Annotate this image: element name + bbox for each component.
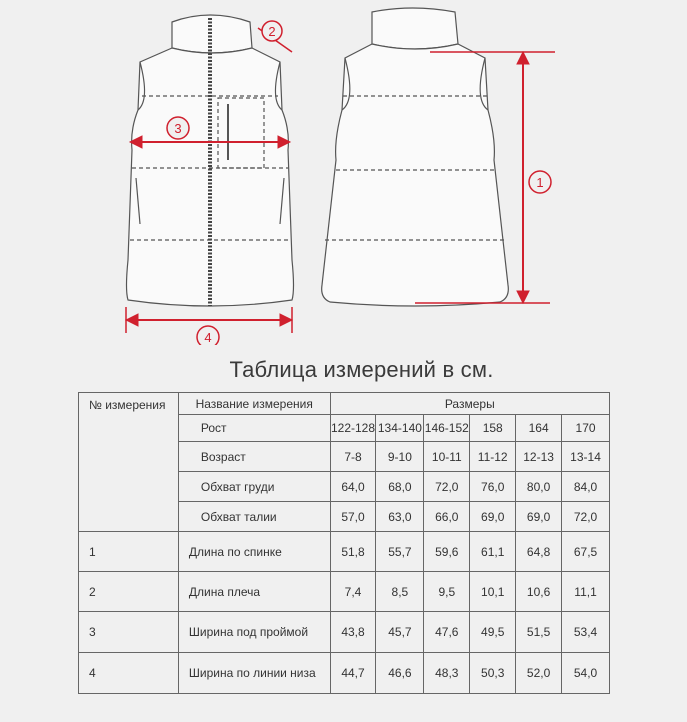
size-value-cell: 11-12 bbox=[470, 442, 516, 472]
size-value-cell: 46,6 bbox=[376, 653, 424, 694]
size-value-cell: 158 bbox=[470, 415, 516, 442]
size-value-cell: 61,1 bbox=[470, 532, 516, 572]
size-value-cell: 8,5 bbox=[376, 572, 424, 612]
table-row bbox=[79, 532, 610, 572]
size-value-cell: 84,0 bbox=[562, 472, 610, 502]
size-value-cell: 164 bbox=[516, 415, 562, 442]
row-label: Обхват талии bbox=[178, 502, 330, 532]
measure-name: Ширина под проймой bbox=[178, 612, 330, 653]
size-value-cell: 47,6 bbox=[424, 612, 470, 653]
measure-name: Длина плеча bbox=[178, 572, 330, 612]
header-sizes: Размеры bbox=[330, 393, 609, 415]
page-title: Таблица измерений в см. bbox=[229, 357, 494, 382]
size-value-cell: 52,0 bbox=[516, 653, 562, 694]
size-value-cell: 44,7 bbox=[330, 653, 376, 694]
size-value-cell: 134-140 bbox=[376, 415, 424, 442]
row-label: Рост bbox=[178, 415, 330, 442]
size-value-cell: 10-11 bbox=[424, 442, 470, 472]
size-value-cell: 170 bbox=[562, 415, 610, 442]
row-label: Возраст bbox=[178, 442, 330, 472]
size-value-cell: 12-13 bbox=[516, 442, 562, 472]
header-measure-number: № измерения bbox=[79, 393, 179, 532]
size-value-cell: 50,3 bbox=[470, 653, 516, 694]
header-measure-name: Название измерения bbox=[178, 393, 330, 415]
size-value-cell: 10,1 bbox=[470, 572, 516, 612]
size-value-cell: 45,7 bbox=[376, 612, 424, 653]
size-value-cell: 11,1 bbox=[562, 572, 610, 612]
table-header-row bbox=[79, 393, 610, 415]
size-value-cell: 10,6 bbox=[516, 572, 562, 612]
table-row bbox=[79, 653, 610, 694]
size-value-cell: 9-10 bbox=[376, 442, 424, 472]
measure-name: Длина по спинке bbox=[178, 532, 330, 572]
size-value-cell: 48,3 bbox=[424, 653, 470, 694]
measure-number: 4 bbox=[79, 653, 179, 694]
size-value-cell: 64,8 bbox=[516, 532, 562, 572]
size-value-cell: 72,0 bbox=[424, 472, 470, 502]
row-label: Обхват груди bbox=[178, 472, 330, 502]
size-value-cell: 49,5 bbox=[470, 612, 516, 653]
measure-number: 2 bbox=[79, 572, 179, 612]
vest-front-view bbox=[127, 15, 294, 306]
size-value-cell: 13-14 bbox=[562, 442, 610, 472]
measure-number: 1 bbox=[79, 532, 179, 572]
size-value-cell: 72,0 bbox=[562, 502, 610, 532]
size-value-cell: 54,0 bbox=[562, 653, 610, 694]
size-value-cell: 51,5 bbox=[516, 612, 562, 653]
size-value-cell: 7,4 bbox=[330, 572, 376, 612]
size-value-cell: 80,0 bbox=[516, 472, 562, 502]
measure-2-label: 2 bbox=[268, 24, 276, 39]
size-value-cell: 51,8 bbox=[330, 532, 376, 572]
size-value-cell: 69,0 bbox=[470, 502, 516, 532]
measure-3-label: 3 bbox=[174, 121, 182, 136]
size-table bbox=[78, 392, 610, 694]
size-value-cell: 122-128 bbox=[330, 415, 376, 442]
size-value-cell: 76,0 bbox=[470, 472, 516, 502]
table-row bbox=[79, 612, 610, 653]
size-value-cell: 9,5 bbox=[424, 572, 470, 612]
size-value-cell: 69,0 bbox=[516, 502, 562, 532]
measure-number: 3 bbox=[79, 612, 179, 653]
size-value-cell: 59,6 bbox=[424, 532, 470, 572]
measure-4-label: 4 bbox=[204, 330, 212, 345]
size-value-cell: 66,0 bbox=[424, 502, 470, 532]
vest-diagram bbox=[0, 0, 687, 345]
measure-name: Ширина по линии низа bbox=[178, 653, 330, 694]
size-value-cell: 67,5 bbox=[562, 532, 610, 572]
measure-1-label: 1 bbox=[536, 175, 544, 190]
size-value-cell: 57,0 bbox=[330, 502, 376, 532]
size-value-cell: 55,7 bbox=[376, 532, 424, 572]
size-value-cell: 7-8 bbox=[330, 442, 376, 472]
size-value-cell: 63,0 bbox=[376, 502, 424, 532]
size-value-cell: 43,8 bbox=[330, 612, 376, 653]
size-value-cell: 64,0 bbox=[330, 472, 376, 502]
table-row bbox=[79, 572, 610, 612]
size-value-cell: 146-152 bbox=[424, 415, 470, 442]
size-value-cell: 68,0 bbox=[376, 472, 424, 502]
size-value-cell: 53,4 bbox=[562, 612, 610, 653]
